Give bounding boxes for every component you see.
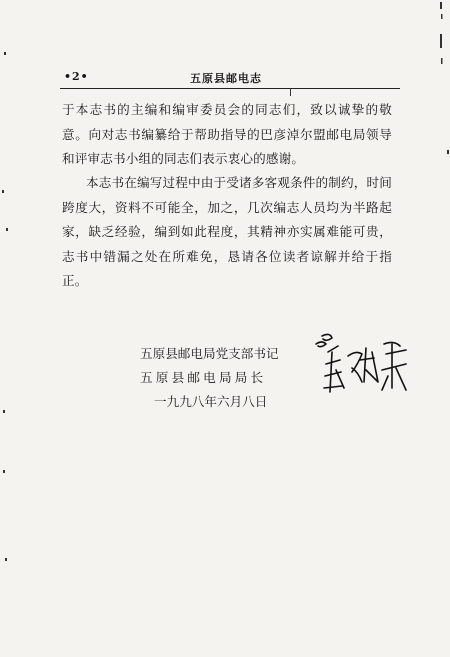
- body-paragraph-2: 本志书在编写过程中由于受诸多客观条件的制约，时间跨度大，资料不可能全，加之，几次编志人员均为半路起家，缺乏经验，编到如此程度，其精神亦实属难能可贵，志书中错漏之处在所难免，恳请各位读者谅解并给于指正。: [62, 175, 392, 288]
- signer-title-party-secretary: 五原县邮电局党支部书记: [140, 346, 279, 361]
- signature-block: [140, 342, 340, 414]
- body-paragraph-1: 于本志书的主编和编审委员会的同志们，致以诚挚的敬意。向对志书编纂给于帮助指导的巴彦淖尔盟邮电局领导和评审志书小组的同志们表示衷心的感谢。: [62, 102, 392, 166]
- signer-title-director: 五原县邮电局局长: [140, 370, 267, 385]
- header-rule: [60, 88, 400, 89]
- page-number: •2•: [64, 70, 89, 83]
- signature-date: 一九九八年六月八日: [154, 394, 268, 409]
- handwritten-signature: [312, 330, 420, 400]
- running-header-title: 五原县邮电志: [190, 72, 262, 85]
